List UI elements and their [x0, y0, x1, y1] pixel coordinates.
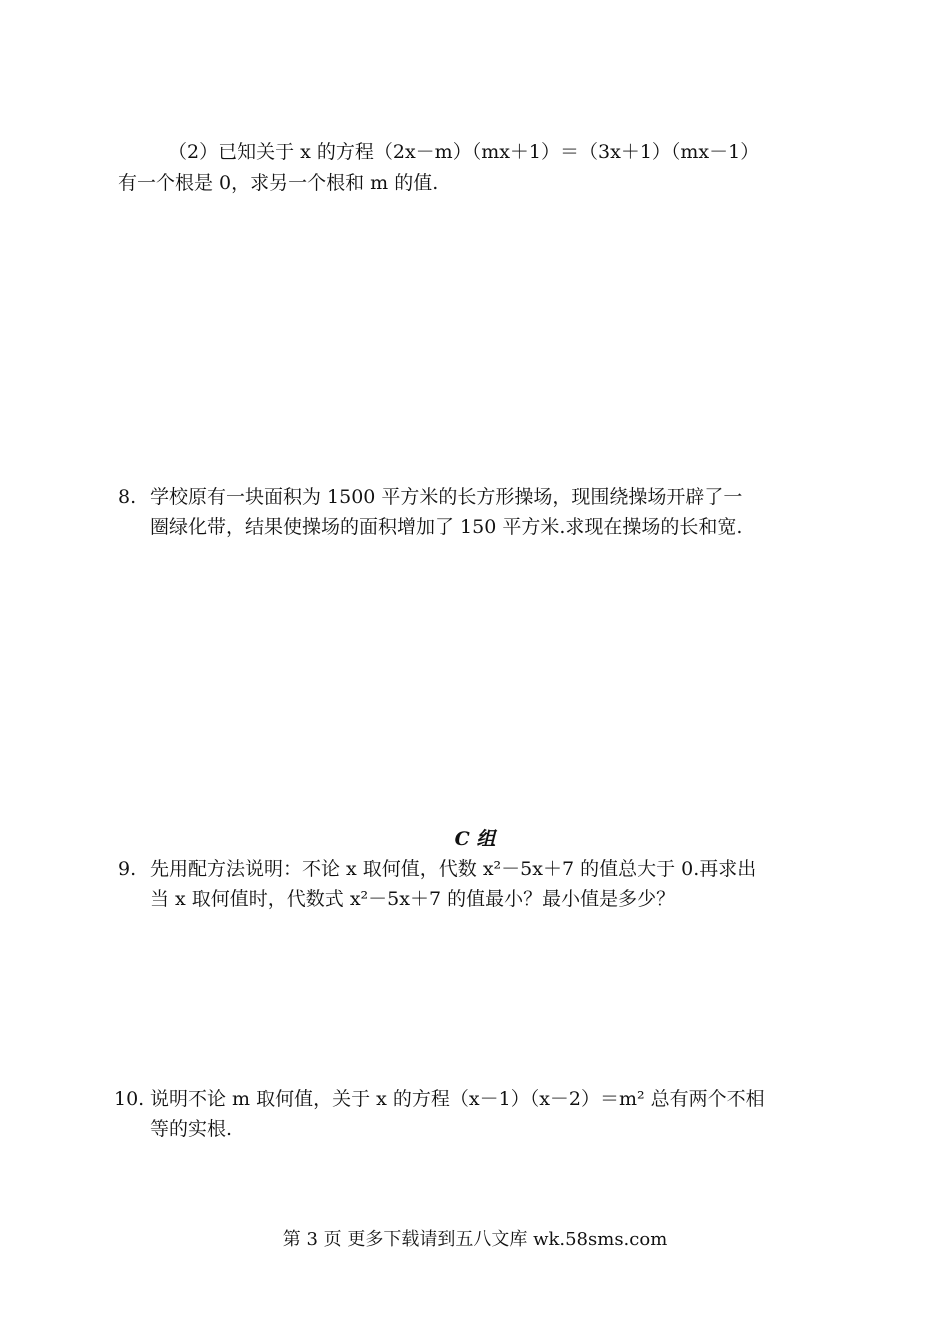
- problem-10-line-2: 等的实根.: [150, 1118, 233, 1140]
- page-footer: 第 3 页 更多下载请到五八文库 wk.58sms.com: [282, 1229, 668, 1250]
- problem-9-number: 9.: [118, 858, 137, 880]
- problem-8-line-2: 圈绿化带，结果使操场的面积增加了 150 平方米.求现在操场的长和宽.: [150, 516, 743, 538]
- problem-7-2-line-2: 有一个根是 0，求另一个根和 m 的值.: [118, 172, 439, 194]
- problem-8-number: 8.: [118, 486, 137, 508]
- problem-8-line-1: 学校原有一块面积为 1500 平方米的长方形操场，现围绕操场开辟了一: [150, 486, 743, 508]
- problem-7-2-line-1: （2）已知关于 x 的方程（2x－m）（mx＋1）＝（3x＋1）（mx－1）: [168, 141, 760, 163]
- problem-9-line-2: 当 x 取何值时，代数式 x²－5x＋7 的值最小？最小值是多少？: [150, 888, 676, 910]
- problem-10-number: 10.: [114, 1088, 145, 1110]
- problem-9-line-1: 先用配方法说明：不论 x 取何值，代数 x²－5x＋7 的值总大于 0.再求出: [150, 858, 757, 880]
- problem-10-line-1: 说明不论 m 取何值，关于 x 的方程（x－1）（x－2）＝m² 总有两个不相: [150, 1088, 765, 1110]
- section-c-title: C 组: [454, 828, 496, 850]
